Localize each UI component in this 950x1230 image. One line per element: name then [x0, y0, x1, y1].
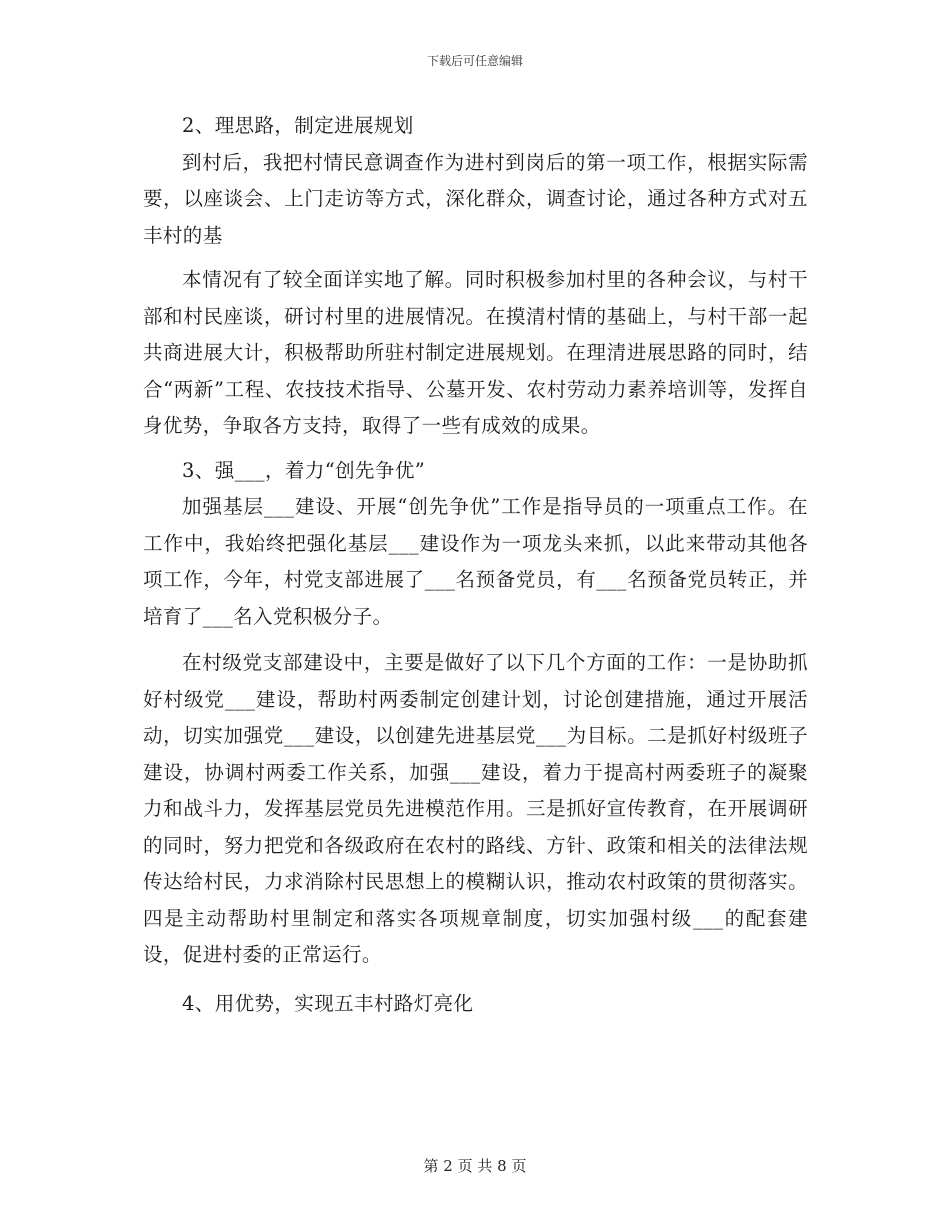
document-body — [143, 108, 808, 1022]
section-heading-2: 2、理思路，制定进展规划 — [182, 114, 414, 137]
paragraph-3: 加强基层___建设、开展“创先争优”工作是指导员的一项重点工作。在工作中，我始终把强化基层___建设作为一项龙头来抓，以此来带动其他各项工作，今年，村党支部进展了___名预备党员，有___名预备党员转正，并培育了___名入党积极分子。 — [143, 495, 808, 628]
page-header: 下载后可任意编辑 — [426, 54, 523, 68]
paragraph-4: 在村级党支部建设中，主要是做好了以下几个方面的工作：一是协助抓好村级党___建设，帮助村两委制定创建计划，讨论创建措施，通过开展活动，切实加强党___建设，以创建先进基层党___为目标。二是抓好村级班子建设，协调村两委工作关系，加强___建设，着力于提高村两委班子的凝聚力和战斗力，发挥基层党员先进模范作用。三是抓好宣传教育，在开展调研的同时，努力把党和各级政府在农村的路线、方针、政策和相关的法律法规传达给村民，力求消除村民思想上的模糊认识，推动农村政策的贯彻落实。四是主动帮助村里制定和落实各项规章制度，切实加强村级___的配套建设，促进村委的正常运行。 — [143, 651, 808, 966]
section-heading-4: 4、用优势，实现五丰村路灯亮化 — [182, 991, 474, 1015]
section-heading-3: 3、强___，着力“创先争优” — [182, 458, 426, 482]
paragraph-1: 到村后，我把村情民意调查作为进村到岗后的第一项工作，根据实际需要，以座谈会、上门走访等方式，深化群众，调查讨论，通过各种方式对五丰村的基 — [143, 150, 808, 247]
paragraph-2: 本情况有了较全面详实地了解。同时积极参加村里的各种会议，与村干部和村民座谈，研讨村里的进展情况。在摸清村情的基础上，与村干部一起共商进展大计，积极帮助所驻村制定进展规划。在理清进展思路的同时，结合“两新”工程、农技技术指导、公墓开发、农村劳动力素养培训等，发挥自身优势，争取各方支持，取得了一些有成效的成果。 — [143, 268, 808, 437]
page-number: 第 2 页 共 8 页 — [423, 1157, 527, 1175]
